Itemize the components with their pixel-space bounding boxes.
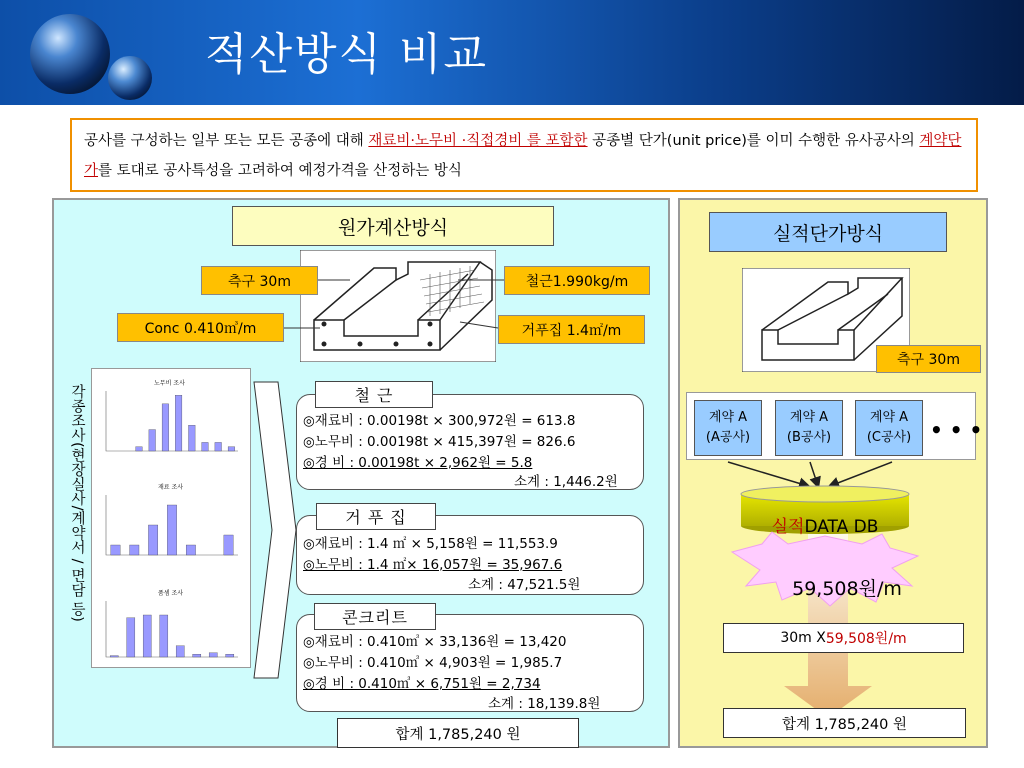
quantity-chart-bar: [226, 654, 234, 657]
material-chart-bar: [111, 545, 120, 555]
quantity-chart-bar: [193, 654, 201, 657]
cost-calculation-header: 원가계산방식: [232, 206, 554, 246]
quantity-chart-axis: [106, 601, 238, 657]
quantity-chart-bar: [160, 615, 168, 657]
survey-charts: [92, 369, 250, 667]
material-chart-bar: [130, 545, 139, 555]
quantity-survey-chart: [106, 601, 238, 657]
actual-unit-price-header: 실적단가방식: [709, 212, 947, 252]
contract-b: [775, 400, 843, 456]
chart1-title: 노무비 조사: [154, 380, 185, 387]
survey-vertical-label: [66, 384, 88, 626]
contract-a-title: 계약 A: [708, 410, 748, 425]
concrete-tab: 콘크리트: [314, 603, 436, 630]
db-label: [741, 512, 909, 537]
quantity-chart-bar: [209, 653, 217, 657]
labor-survey-chart: [106, 391, 238, 451]
concrete-expense: ◎경 비 : 0.410㎥ × 6,751원 = 2,734: [303, 676, 541, 692]
labor-chart-bar: [175, 395, 182, 451]
labor-chart-bar: [215, 442, 222, 451]
labor-chart-bar: [136, 447, 143, 451]
quantity-chart-bar: [176, 646, 184, 657]
labor-chart-bar: [228, 447, 235, 451]
contract-a-project: (A공사): [705, 430, 751, 445]
db-label-prefix: 실적: [771, 517, 805, 537]
price-calculation: [723, 623, 964, 653]
definition-box: [70, 118, 978, 192]
length-label: 측구 30m: [201, 266, 318, 295]
contract-b-project: (B공사): [786, 430, 832, 445]
formwork-subtotal: 소계 : 47,521.5원: [468, 577, 581, 593]
rebar-expense: ◎경 비 : 0.00198t × 2,962원 = 5.8: [303, 455, 533, 471]
definition-highlight-1: 재료비·노무비 ·직접경비 를 포함한: [368, 133, 588, 149]
concrete-label: Conc 0.410㎥/m: [117, 313, 284, 342]
labor-chart-axis: [106, 391, 238, 451]
labor-chart-bar: [149, 430, 156, 451]
formwork-tab: 거 푸 집: [316, 503, 436, 530]
material-survey-chart: [106, 495, 238, 555]
formwork-calc-lines: [303, 534, 562, 576]
concrete-calc-lines: [303, 632, 566, 695]
more-dots: • • •: [930, 418, 983, 442]
formwork-material: ◎재료비 : 1.4 ㎡ × 5,158원 = 11,553.9: [303, 536, 558, 552]
db-label-suffix: DATA DB: [804, 517, 879, 537]
labor-chart-bar: [162, 404, 169, 451]
concrete-subtotal: 소계 : 18,139.8원: [488, 696, 601, 712]
contract-b-title: 계약 A: [789, 410, 829, 425]
survey-charts-sheet: [91, 368, 251, 668]
material-chart-bar: [186, 545, 195, 555]
contract-c: [855, 400, 923, 456]
definition-text-1: 공사를 구성하는 일부 또는 모든 공종에 대해: [84, 133, 369, 149]
rebar-label: 철근1.990kg/m: [504, 266, 650, 295]
right-total: 합계 1,785,240 원: [723, 708, 966, 738]
concrete-material: ◎재료비 : 0.410㎥ × 33,136원 = 13,420: [303, 634, 567, 650]
quantity-chart-bar: [110, 656, 118, 657]
chart3-title: 품셈 조사: [158, 590, 184, 597]
material-chart-bar: [148, 525, 157, 555]
price-calc-value: 59,508원/m: [825, 631, 907, 647]
labor-chart-bar: [202, 442, 209, 451]
rebar-tab: 철 근: [315, 381, 433, 408]
price-calc-prefix: 30m X: [780, 630, 826, 646]
material-chart-bar: [167, 505, 176, 555]
material-chart-bar: [224, 535, 233, 555]
labor-chart-bar: [189, 425, 196, 451]
formwork-label: 거푸집 1.4㎡/m: [498, 315, 645, 344]
rebar-labor: ◎노무비 : 0.00198t × 415,397원 = 826.6: [303, 434, 576, 450]
quantity-chart-bar: [127, 618, 135, 657]
concrete-labor: ◎노무비 : 0.410㎥ × 4,903원 = 1,985.7: [303, 655, 563, 671]
contract-a: [694, 400, 762, 456]
quantity-chart-bar: [143, 615, 151, 657]
definition-highlight-2: 계약단가: [84, 133, 962, 179]
survey-vertical-text: 각종조사(현장실사/계약서 / 면담 등): [69, 384, 85, 622]
left-total: 합계 1,785,240 원: [337, 718, 579, 748]
globe-small-icon: [108, 56, 152, 100]
rebar-calc-lines: [303, 411, 575, 474]
right-length-label: 측구 30m: [876, 345, 981, 373]
definition-text-3: 를 토대로 공사특성을 고려하여 예정가격을 산정하는 방식: [98, 163, 462, 179]
contract-c-title: 계약 A: [869, 410, 909, 425]
rebar-material: ◎재료비 : 0.00198t × 300,972원 = 613.8: [303, 413, 576, 429]
title-bar: [0, 0, 1024, 105]
arrow-bracket-icon: [252, 380, 300, 680]
unit-price: 59,508원/m: [792, 578, 902, 600]
page-title: 적산방식 비교: [205, 29, 489, 80]
chart2-title: 재료 조사: [158, 484, 184, 491]
globe-large-icon: [30, 14, 110, 94]
rebar-subtotal: 소계 : 1,446.2원: [514, 474, 618, 490]
contract-c-project: (C공사): [866, 430, 912, 445]
formwork-labor: ◎노무비 : 1.4 ㎡× 16,057원 = 35,967.6: [303, 557, 563, 573]
definition-text-2: 공종별 단가(unit price)를 이미 수행한 유사공사의: [587, 133, 920, 149]
